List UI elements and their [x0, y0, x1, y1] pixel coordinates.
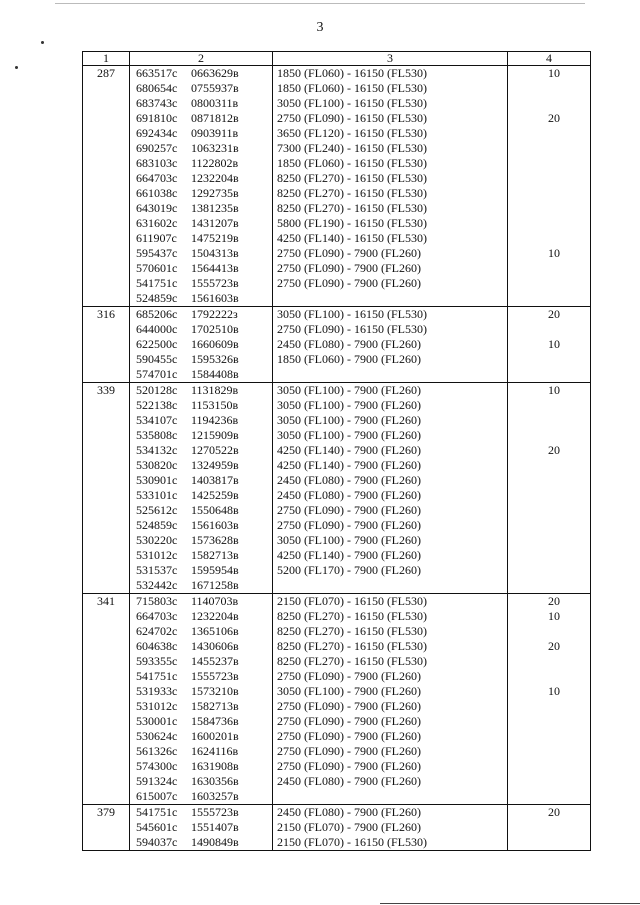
altitude-range: 3050 (FL100) - 7900 (FL260)	[277, 684, 421, 698]
longitude: 1564413в	[191, 261, 239, 275]
coordinate-line	[130, 473, 272, 488]
latitude: 530220с	[136, 533, 178, 547]
coordinate-line	[130, 337, 272, 352]
value-entry	[508, 171, 590, 186]
coordinate-line	[130, 835, 272, 850]
coordinate-line	[130, 261, 272, 276]
coordinate-line	[130, 322, 272, 337]
col-header-3: 3	[273, 52, 508, 66]
coordinate-line	[130, 66, 272, 81]
latitude: 541751с	[136, 276, 178, 290]
longitude: 1063231в	[191, 141, 239, 155]
latitude: 715803с	[136, 594, 178, 608]
value-entry	[508, 231, 590, 246]
coordinate-line	[130, 503, 272, 518]
latitude: 530001с	[136, 714, 178, 728]
altitude-range: 2150 (FL070) - 16150 (FL530)	[277, 835, 427, 849]
altitude-range: 2150 (FL070) - 16150 (FL530)	[277, 594, 427, 608]
longitude: 1122802в	[191, 156, 239, 170]
latitude: 532442с	[136, 578, 178, 592]
coordinates-cell	[130, 307, 273, 383]
longitude: 1425259в	[191, 488, 239, 502]
altitude-range: 7300 (FL240) - 16150 (FL530)	[277, 141, 427, 155]
coordinate-line	[130, 367, 272, 382]
coordinates-cell	[130, 383, 273, 594]
longitude: 1561603в	[191, 291, 239, 305]
coordinate-line	[130, 789, 272, 804]
latitude: 683743с	[136, 96, 178, 110]
coordinate-line	[130, 186, 272, 201]
coordinate-line	[130, 96, 272, 111]
altitude-range: 8250 (FL270) - 16150 (FL530)	[277, 171, 427, 185]
coordinate-line	[130, 428, 272, 443]
coordinate-line	[130, 714, 272, 729]
longitude: 1292735в	[191, 186, 239, 200]
longitude: 0903911в	[191, 126, 239, 140]
value-cell	[508, 307, 591, 383]
altitude-range: 3650 (FL120) - 16150 (FL530)	[277, 126, 427, 140]
coordinate-line	[130, 201, 272, 216]
longitude: 1582713в	[191, 548, 239, 562]
altitude-range: 3050 (FL100) - 7900 (FL260)	[277, 398, 421, 412]
value-entry	[508, 126, 590, 141]
coordinate-line	[130, 805, 272, 820]
value-entry	[508, 201, 590, 216]
coordinate-line	[130, 624, 272, 639]
altitude-range: 5800 (FL190) - 16150 (FL530)	[277, 216, 427, 230]
longitude: 1573628в	[191, 533, 239, 547]
longitude: 1232204в	[191, 609, 239, 623]
altitude-cell	[273, 307, 508, 383]
value-entry	[508, 398, 590, 413]
latitude: 664703с	[136, 171, 178, 185]
latitude: 590455с	[136, 352, 178, 366]
coordinate-line	[130, 548, 272, 563]
value-entry	[508, 141, 590, 156]
longitude: 1504313в	[191, 246, 239, 260]
latitude: 534107с	[136, 413, 178, 427]
altitude-range: 3050 (FL100) - 16150 (FL530)	[277, 96, 427, 110]
longitude: 1475219в	[191, 231, 239, 245]
coordinate-line	[130, 820, 272, 835]
altitude-range: 2750 (FL090) - 7900 (FL260)	[277, 729, 421, 743]
table-row	[83, 307, 591, 383]
value-entry	[508, 96, 590, 111]
coordinate-line	[130, 518, 272, 533]
latitude: 530901с	[136, 473, 178, 487]
latitude: 545601с	[136, 820, 178, 834]
latitude: 531012с	[136, 548, 178, 562]
scan-speck	[41, 41, 44, 44]
altitude-range: 1850 (FL060) - 16150 (FL530)	[277, 156, 427, 170]
longitude: 0871812в	[191, 111, 239, 125]
value-entry	[508, 156, 590, 171]
coordinate-line	[130, 759, 272, 774]
longitude: 1194236в	[191, 413, 239, 427]
longitude: 1600201в	[191, 729, 239, 743]
value-entry	[508, 322, 590, 337]
value-entry	[508, 654, 590, 669]
page-bottom-rule	[380, 903, 640, 904]
latitude: 524859с	[136, 518, 178, 532]
longitude: 1631908в	[191, 759, 239, 773]
coordinate-line	[130, 141, 272, 156]
longitude: 1671258в	[191, 578, 239, 592]
coordinate-line	[130, 156, 272, 171]
longitude: 1551407в	[191, 820, 239, 834]
altitude-cell	[273, 805, 508, 851]
longitude: 1455237в	[191, 654, 239, 668]
coordinate-line	[130, 171, 272, 186]
table-header-row	[83, 52, 591, 66]
altitude-range: 2750 (FL090) - 7900 (FL260)	[277, 714, 421, 728]
altitude-range: 3050 (FL100) - 7900 (FL260)	[277, 413, 421, 427]
latitude: 595437с	[136, 246, 178, 260]
altitude-range: 8250 (FL270) - 16150 (FL530)	[277, 186, 427, 200]
longitude: 0755937в	[191, 81, 239, 95]
latitude: 692434с	[136, 126, 178, 140]
altitude-range: 2450 (FL080) - 7900 (FL260)	[277, 337, 421, 351]
value-entry: 20	[548, 443, 560, 457]
longitude: 1403817в	[191, 473, 239, 487]
value-entry	[508, 81, 590, 96]
altitude-range: 8250 (FL270) - 16150 (FL530)	[277, 654, 427, 668]
coordinate-line	[130, 669, 272, 684]
value-entry	[508, 669, 590, 684]
value-cell	[508, 66, 591, 307]
coordinate-line	[130, 774, 272, 789]
coordinate-line	[130, 594, 272, 609]
altitude-range: 2750 (FL090) - 7900 (FL260)	[277, 261, 421, 275]
longitude: 1555723в	[191, 805, 239, 819]
latitude: 661038с	[136, 186, 178, 200]
coordinate-line	[130, 126, 272, 141]
altitude-range: 2750 (FL090) - 7900 (FL260)	[277, 744, 421, 758]
altitude-range: 4250 (FL140) - 7900 (FL260)	[277, 548, 421, 562]
latitude: 664703с	[136, 609, 178, 623]
latitude: 522138с	[136, 398, 178, 412]
latitude: 530624с	[136, 729, 178, 743]
longitude: 1792222з	[191, 307, 238, 321]
altitude-range: 2750 (FL090) - 7900 (FL260)	[277, 699, 421, 713]
longitude: 1573210в	[191, 684, 239, 698]
altitude-range: 8250 (FL270) - 16150 (FL530)	[277, 201, 427, 215]
col-header-4: 4	[508, 52, 591, 66]
coordinate-line	[130, 383, 272, 398]
coordinate-line	[130, 398, 272, 413]
coordinate-line	[130, 81, 272, 96]
latitude: 574300с	[136, 759, 178, 773]
longitude: 1595954в	[191, 563, 239, 577]
altitude-range: 2750 (FL090) - 16150 (FL530)	[277, 111, 427, 125]
latitude: 691810с	[136, 111, 178, 125]
coordinate-line	[130, 231, 272, 246]
value-entry	[508, 186, 590, 201]
latitude: 593355с	[136, 654, 178, 668]
longitude: 1270522в	[191, 443, 239, 457]
altitude-range: 2750 (FL090) - 7900 (FL260)	[277, 518, 421, 532]
longitude: 1324959в	[191, 458, 239, 472]
latitude: 663517с	[136, 66, 178, 80]
value-entry: 20	[548, 805, 560, 819]
longitude: 1555723в	[191, 669, 239, 683]
value-entry: 10	[548, 383, 560, 397]
latitude: 530820с	[136, 458, 178, 472]
value-entry	[508, 428, 590, 443]
altitude-range: 1850 (FL060) - 16150 (FL530)	[277, 66, 427, 80]
longitude: 1702510в	[191, 322, 239, 336]
longitude: 1365106в	[191, 624, 239, 638]
altitude-range: 3050 (FL100) - 16150 (FL530)	[277, 307, 427, 321]
value-entry	[508, 624, 590, 639]
table-row	[83, 383, 591, 594]
coordinate-line	[130, 744, 272, 759]
coordinate-line	[130, 352, 272, 367]
altitude-range: 3050 (FL100) - 7900 (FL260)	[277, 383, 421, 397]
col-header-1: 1	[83, 52, 130, 66]
zone-number: 339	[83, 383, 130, 594]
latitude: 531012с	[136, 699, 178, 713]
longitude: 1603257в	[191, 789, 239, 803]
altitude-range: 4250 (FL140) - 7900 (FL260)	[277, 443, 421, 457]
altitude-cell	[273, 383, 508, 594]
longitude: 0663629в	[191, 66, 239, 80]
coordinate-line	[130, 246, 272, 261]
value-entry: 20	[548, 307, 560, 321]
coordinate-line	[130, 413, 272, 428]
latitude: 541751с	[136, 669, 178, 683]
longitude: 1490849в	[191, 835, 239, 849]
coordinate-line	[130, 684, 272, 699]
coordinates-cell	[130, 66, 273, 307]
latitude: 531537с	[136, 563, 178, 577]
longitude: 1153150в	[191, 398, 239, 412]
latitude: 680654с	[136, 81, 178, 95]
longitude: 1131829в	[191, 383, 239, 397]
altitude-cell	[273, 66, 508, 307]
latitude: 594037с	[136, 835, 178, 849]
latitude: 690257с	[136, 141, 178, 155]
altitude-range: 1850 (FL060) - 7900 (FL260)	[277, 352, 421, 366]
longitude: 1431207в	[191, 216, 239, 230]
coordinate-line	[130, 307, 272, 322]
altitude-range: 2450 (FL080) - 7900 (FL260)	[277, 774, 421, 788]
coordinate-line	[130, 699, 272, 714]
value-entry: 10	[548, 609, 560, 623]
latitude: 570601с	[136, 261, 178, 275]
longitude: 1584408в	[191, 367, 239, 381]
longitude: 1582713в	[191, 699, 239, 713]
latitude: 535808с	[136, 428, 178, 442]
latitude: 520128с	[136, 383, 178, 397]
latitude: 615007с	[136, 789, 178, 803]
latitude: 525612с	[136, 503, 178, 517]
table-row	[83, 66, 591, 307]
altitude-range: 4250 (FL140) - 7900 (FL260)	[277, 458, 421, 472]
altitude-range: 8250 (FL270) - 16150 (FL530)	[277, 624, 427, 638]
coordinates-cell	[130, 805, 273, 851]
value-cell	[508, 594, 591, 805]
coordinate-line	[130, 563, 272, 578]
coordinate-line	[130, 111, 272, 126]
altitude-range: 8250 (FL270) - 16150 (FL530)	[277, 639, 427, 653]
latitude: 533101с	[136, 488, 178, 502]
zone-number: 341	[83, 594, 130, 805]
longitude: 0800311в	[191, 96, 239, 110]
latitude: 644000с	[136, 322, 178, 336]
table-row	[83, 594, 591, 805]
altitude-range: 2750 (FL090) - 7900 (FL260)	[277, 669, 421, 683]
latitude: 524859с	[136, 291, 178, 305]
altitude-range: 2450 (FL080) - 7900 (FL260)	[277, 805, 421, 819]
longitude: 1140703в	[191, 594, 239, 608]
longitude: 1430606в	[191, 639, 239, 653]
latitude: 611907с	[136, 231, 177, 245]
longitude: 1232204в	[191, 171, 239, 185]
coordinate-line	[130, 639, 272, 654]
coordinate-line	[130, 216, 272, 231]
value-cell	[508, 383, 591, 594]
col-header-2: 2	[130, 52, 273, 66]
coordinate-line	[130, 291, 272, 306]
value-entry	[508, 413, 590, 428]
latitude: 561326с	[136, 744, 178, 758]
scan-speck	[15, 66, 18, 69]
longitude: 1215909в	[191, 428, 239, 442]
value-entry: 10	[548, 337, 560, 351]
altitude-range: 3050 (FL100) - 7900 (FL260)	[277, 533, 421, 547]
latitude: 643019с	[136, 201, 178, 215]
latitude: 685206с	[136, 307, 178, 321]
longitude: 1561603в	[191, 518, 239, 532]
page-number: 3	[316, 20, 324, 35]
longitude: 1584736в	[191, 714, 239, 728]
airspace-table	[82, 51, 591, 851]
value-entry	[508, 216, 590, 231]
value-entry: 10	[548, 684, 560, 698]
longitude: 1624116в	[191, 744, 239, 758]
altitude-range: 3050 (FL100) - 7900 (FL260)	[277, 428, 421, 442]
altitude-range: 2150 (FL070) - 7900 (FL260)	[277, 820, 421, 834]
longitude: 1381235в	[191, 201, 239, 215]
longitude: 1595326в	[191, 352, 239, 366]
altitude-range: 8250 (FL270) - 16150 (FL530)	[277, 609, 427, 623]
value-entry: 20	[548, 111, 560, 125]
value-cell	[508, 805, 591, 851]
latitude: 541751с	[136, 805, 178, 819]
page-top-rule	[55, 3, 585, 4]
coordinate-line	[130, 654, 272, 669]
value-entry: 20	[548, 594, 560, 608]
value-entry: 20	[548, 639, 560, 653]
value-entry: 10	[548, 246, 560, 260]
coordinate-line	[130, 729, 272, 744]
longitude: 1660609в	[191, 337, 239, 351]
latitude: 683103с	[136, 156, 178, 170]
coordinate-line	[130, 443, 272, 458]
altitude-range: 2750 (FL090) - 16150 (FL530)	[277, 322, 427, 336]
zone-number: 379	[83, 805, 130, 851]
longitude: 1630356в	[191, 774, 239, 788]
value-entry: 10	[548, 66, 560, 80]
altitude-range: 1850 (FL060) - 16150 (FL530)	[277, 81, 427, 95]
altitude-range: 5200 (FL170) - 7900 (FL260)	[277, 563, 421, 577]
zone-number: 287	[83, 66, 130, 307]
zone-number: 316	[83, 307, 130, 383]
coordinate-line	[130, 609, 272, 624]
altitude-range: 2750 (FL090) - 7900 (FL260)	[277, 246, 421, 260]
altitude-range: 2450 (FL080) - 7900 (FL260)	[277, 488, 421, 502]
coordinate-line	[130, 578, 272, 593]
altitude-cell	[273, 594, 508, 805]
altitude-range: 4250 (FL140) - 16150 (FL530)	[277, 231, 427, 245]
coordinate-line	[130, 488, 272, 503]
coordinates-cell	[130, 594, 273, 805]
latitude: 622500с	[136, 337, 178, 351]
latitude: 534132с	[136, 443, 178, 457]
latitude: 574701с	[136, 367, 178, 381]
altitude-range: 2750 (FL090) - 7900 (FL260)	[277, 759, 421, 773]
longitude: 1550648в	[191, 503, 239, 517]
altitude-range: 2750 (FL090) - 7900 (FL260)	[277, 503, 421, 517]
latitude: 591324с	[136, 774, 178, 788]
altitude-range: 2750 (FL090) - 7900 (FL260)	[277, 276, 421, 290]
latitude: 631602с	[136, 216, 178, 230]
coordinate-line	[130, 533, 272, 548]
latitude: 531933с	[136, 684, 178, 698]
latitude: 604638с	[136, 639, 178, 653]
coordinate-line	[130, 276, 272, 291]
altitude-range: 2450 (FL080) - 7900 (FL260)	[277, 473, 421, 487]
latitude: 624702с	[136, 624, 178, 638]
table-row	[83, 805, 591, 851]
longitude: 1555723в	[191, 276, 239, 290]
coordinate-line	[130, 458, 272, 473]
